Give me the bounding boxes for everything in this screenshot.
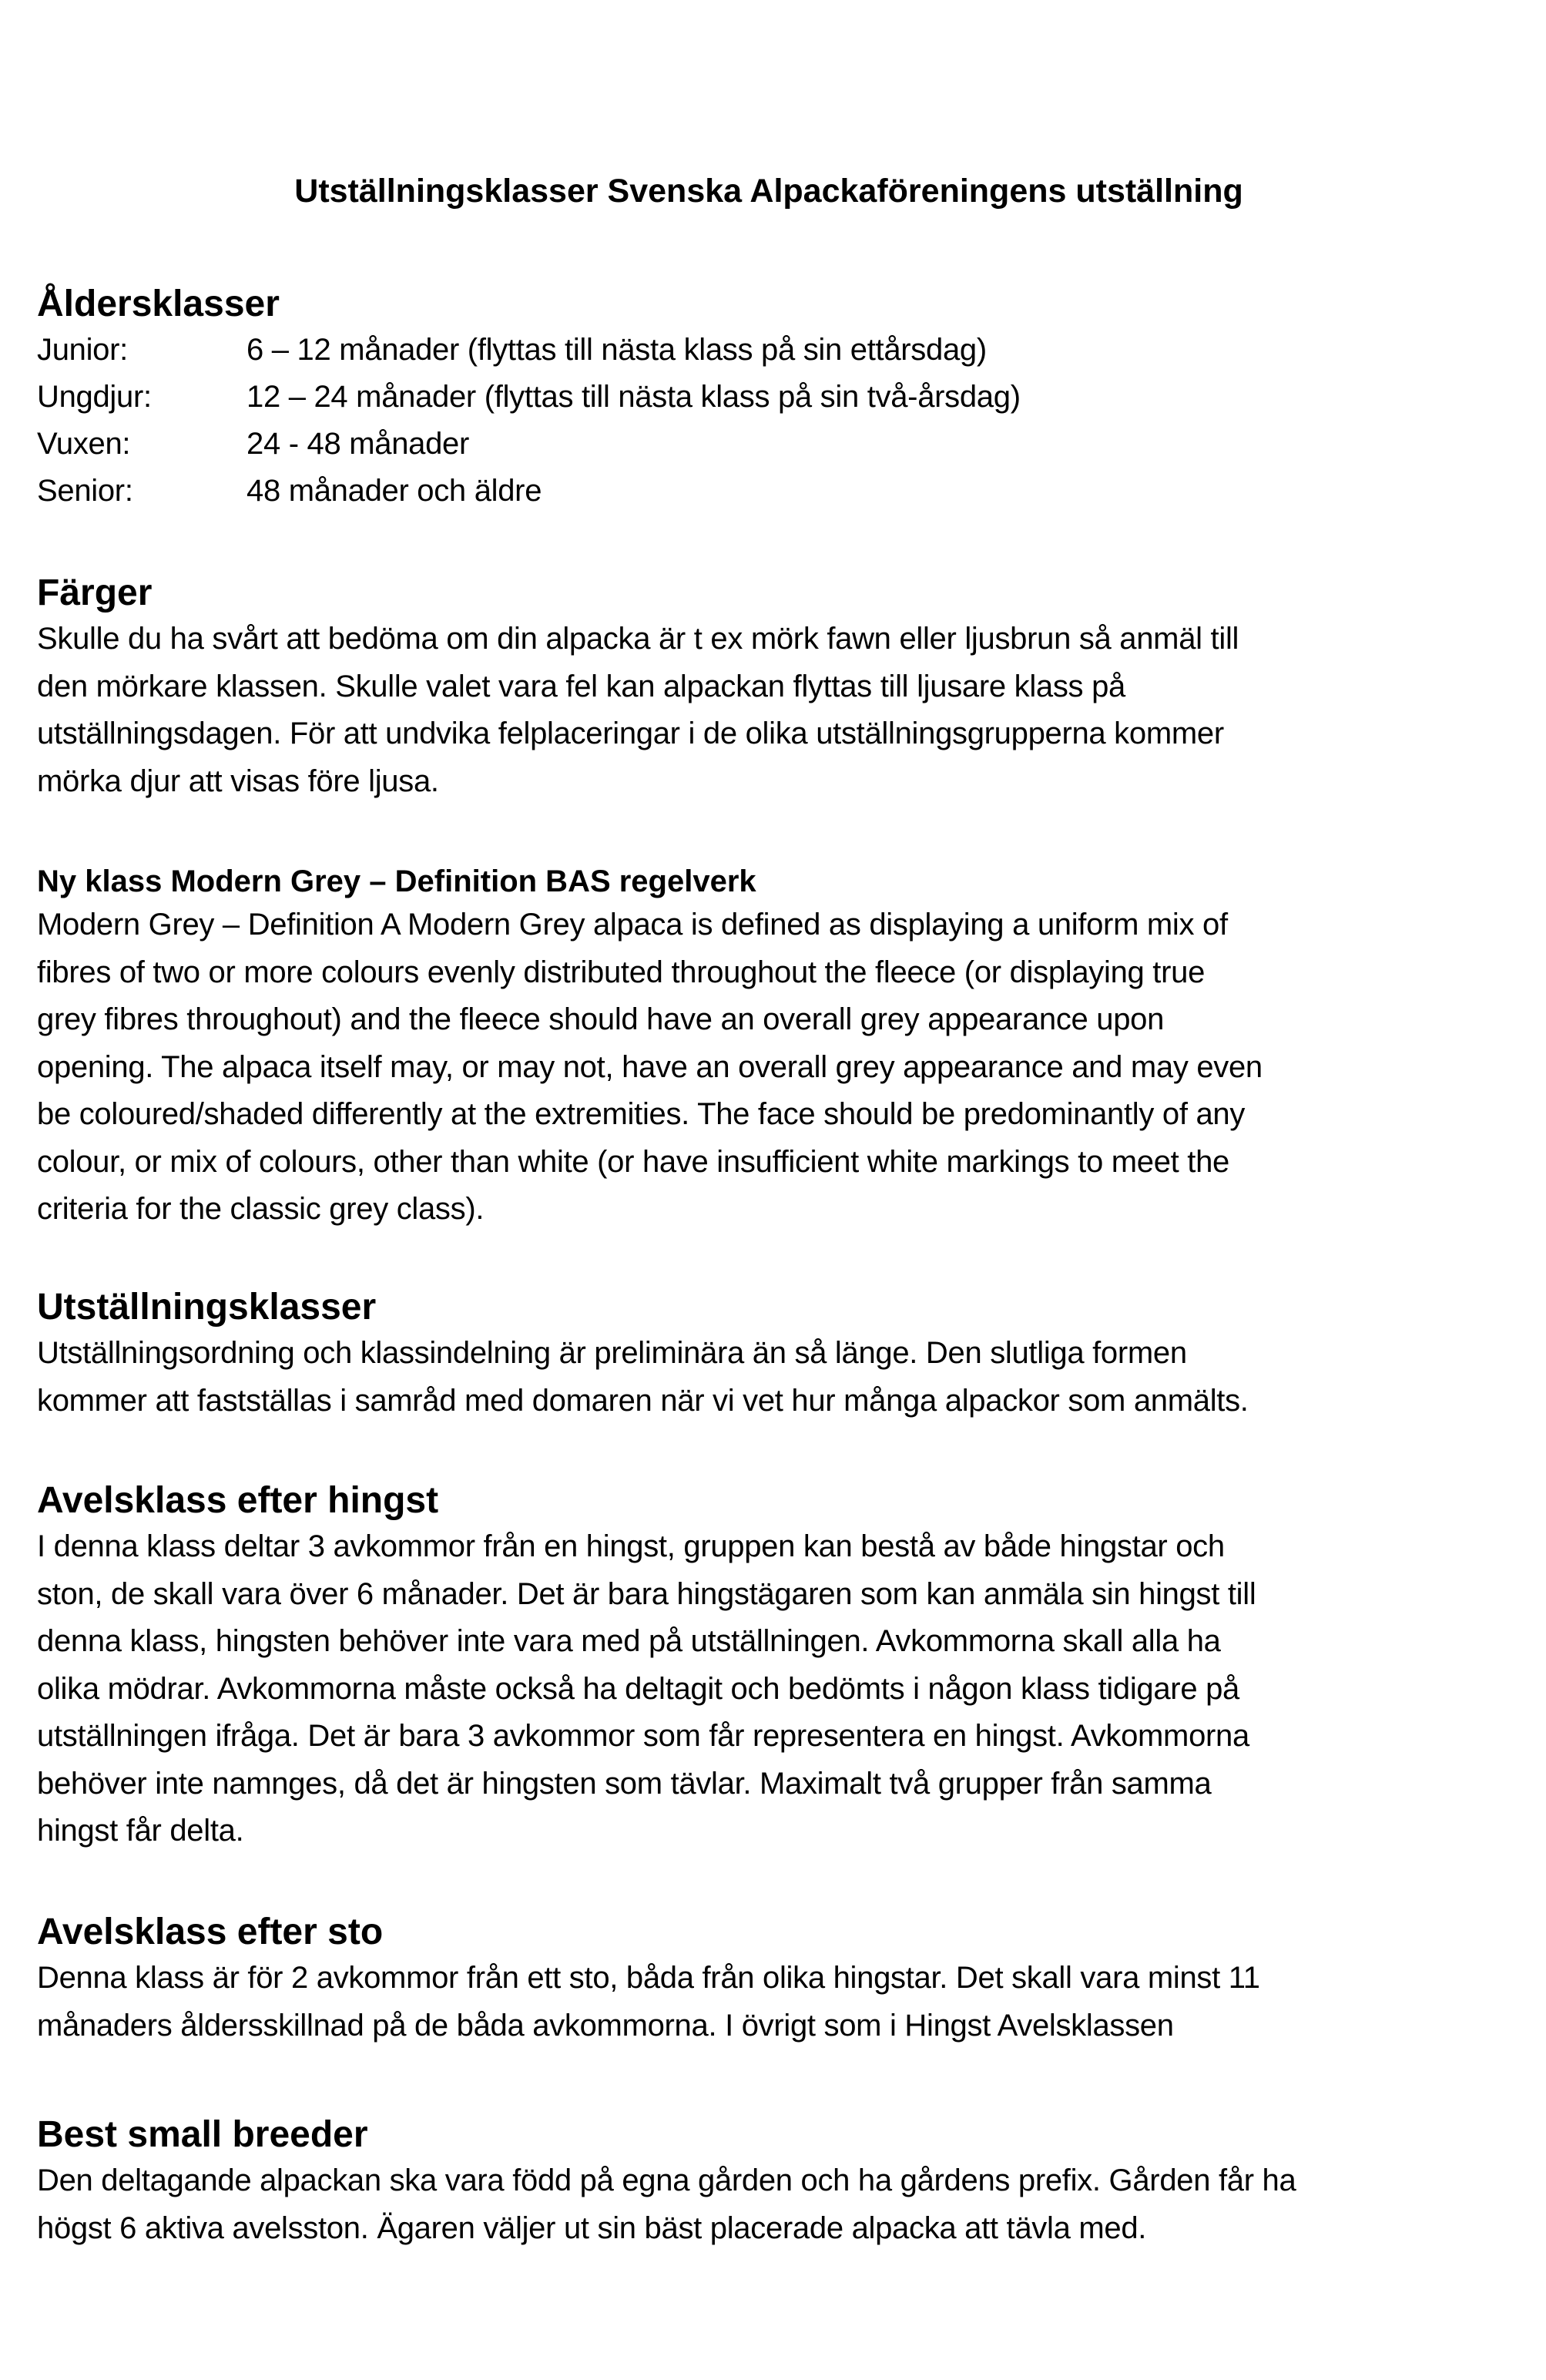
text-line: grey fibres throughout) and the fleece should have an overall grey appearance upon — [37, 1002, 1165, 1036]
text-line: mörka djur att visas före ljusa. — [37, 764, 439, 798]
small-breeder-body — [37, 2157, 1501, 2252]
breeding-stallion-section — [37, 1479, 1501, 1855]
text-line: Skulle du ha svårt att bedöma om din alpacka är t ex mörk fawn eller ljusbrun så anmäl till — [37, 622, 1239, 656]
age-class-desc: 48 månader och äldre — [246, 474, 542, 508]
age-class-label: Ungdjur: — [37, 380, 152, 414]
text-line: denna klass, hingsten behöver inte vara med på utställningen. Avkommorna skall alla ha — [37, 1624, 1221, 1658]
text-line: behöver inte namnges, då det är hingsten som tävlar. Maximalt två grupper från samma — [37, 1766, 1212, 1801]
show-classes-section — [37, 1285, 1501, 1425]
show-classes-heading: Utställningsklasser — [37, 1287, 377, 1328]
age-classes-table — [37, 327, 1501, 515]
small-breeder-section — [37, 2113, 1501, 2252]
text-line: utställningsdagen. För att undvika felplaceringar i de olika utställningsgrupperna kommer — [37, 717, 1224, 750]
age-class-label: Senior: — [37, 474, 133, 508]
page-title: Utställningsklasser Svenska Alpackaföreningens utställning — [294, 173, 1243, 210]
breeding-mare-heading: Avelsklass efter sto — [37, 1912, 384, 1952]
text-line: Denna klass är för 2 avkommor från ett sto, båda från olika hingstar. Det skall vara minst 11 — [37, 1961, 1260, 1995]
age-class-row — [37, 327, 1501, 374]
age-class-desc: 24 - 48 månader — [246, 427, 470, 461]
text-line: fibres of two or more colours evenly distributed throughout the fleece (or displaying true — [37, 955, 1206, 989]
text-line: olika mödrar. Avkommorna måste också ha deltagit och bedömts i någon klass tidigare på — [37, 1671, 1239, 1706]
age-class-desc: 12 – 24 månader (flyttas till nästa klass på sin två-årsdag) — [246, 380, 1021, 414]
age-class-row — [37, 421, 1501, 468]
text-line: Den deltagande alpackan ska vara född på egna gården och ha gårdens prefix. Gården får ha — [37, 2163, 1296, 2197]
text-line: månaders åldersskillnad på de båda avkommorna. I övrigt som i Hingst Avelsklassen — [37, 2008, 1174, 2043]
text-line: kommer att fastställas i samråd med domaren när vi vet hur många alpackor som anmälts. — [37, 1383, 1249, 1418]
text-line: I denna klass deltar 3 avkommor från en hingst, gruppen kan bestå av både hingstar och — [37, 1529, 1225, 1563]
text-line: ston, de skall vara över 6 månader. Det är bara hingstägaren som kan anmäla sin hingst till — [37, 1576, 1256, 1611]
colors-body — [37, 616, 1501, 805]
text-line: criteria for the classic grey class). — [37, 1192, 485, 1226]
text-line: hingst får delta. — [37, 1814, 244, 1848]
text-line: Modern Grey – Definition A Modern Grey alpaca is defined as displaying a uniform mix of — [37, 908, 1228, 942]
breeding-mare-section — [37, 1910, 1501, 2049]
text-line: colour, or mix of colours, other than white (or have insufficient white markings to meet the — [37, 1144, 1229, 1179]
text-line: Utställningsordning och klassindelning är preliminära än så länge. Den slutliga formen — [37, 1336, 1187, 1370]
colors-heading: Färger — [37, 572, 153, 613]
age-class-row — [37, 374, 1501, 421]
age-classes-heading: Åldersklasser — [37, 284, 280, 324]
text-line: opening. The alpaca itself may, or may not, have an overall grey appearance and may even — [37, 1049, 1263, 1084]
age-class-desc: 6 – 12 månader (flyttas till nästa klass på sin ettårsdag) — [246, 333, 987, 367]
age-classes-section — [37, 282, 1501, 515]
colors-section — [37, 571, 1501, 805]
age-class-row — [37, 468, 1501, 515]
modern-grey-heading: Ny klass Modern Grey – Definition BAS regelverk — [37, 864, 756, 898]
age-class-label: Vuxen: — [37, 427, 131, 461]
modern-grey-section — [37, 861, 1501, 1234]
modern-grey-body — [37, 901, 1501, 1234]
show-classes-body — [37, 1330, 1501, 1425]
breeding-stallion-heading: Avelsklass efter hingst — [37, 1480, 439, 1521]
small-breeder-heading: Best small breeder — [37, 2114, 368, 2155]
text-line: be coloured/shaded differently at the extremities. The face should be predominantly of any — [37, 1097, 1246, 1131]
age-class-label: Junior: — [37, 333, 128, 367]
breeding-mare-body — [37, 1955, 1501, 2049]
breeding-stallion-body — [37, 1523, 1501, 1855]
text-line: den mörkare klassen. Skulle valet vara fel kan alpackan flyttas till ljusare klass på — [37, 669, 1125, 703]
text-line: utställningen ifråga. Det är bara 3 avkommor som får representera en hingst. Avkommorna — [37, 1719, 1249, 1753]
text-line: högst 6 aktiva avelsston. Ägaren väljer ut sin bäst placerade alpacka att tävla med. — [37, 2210, 1147, 2245]
